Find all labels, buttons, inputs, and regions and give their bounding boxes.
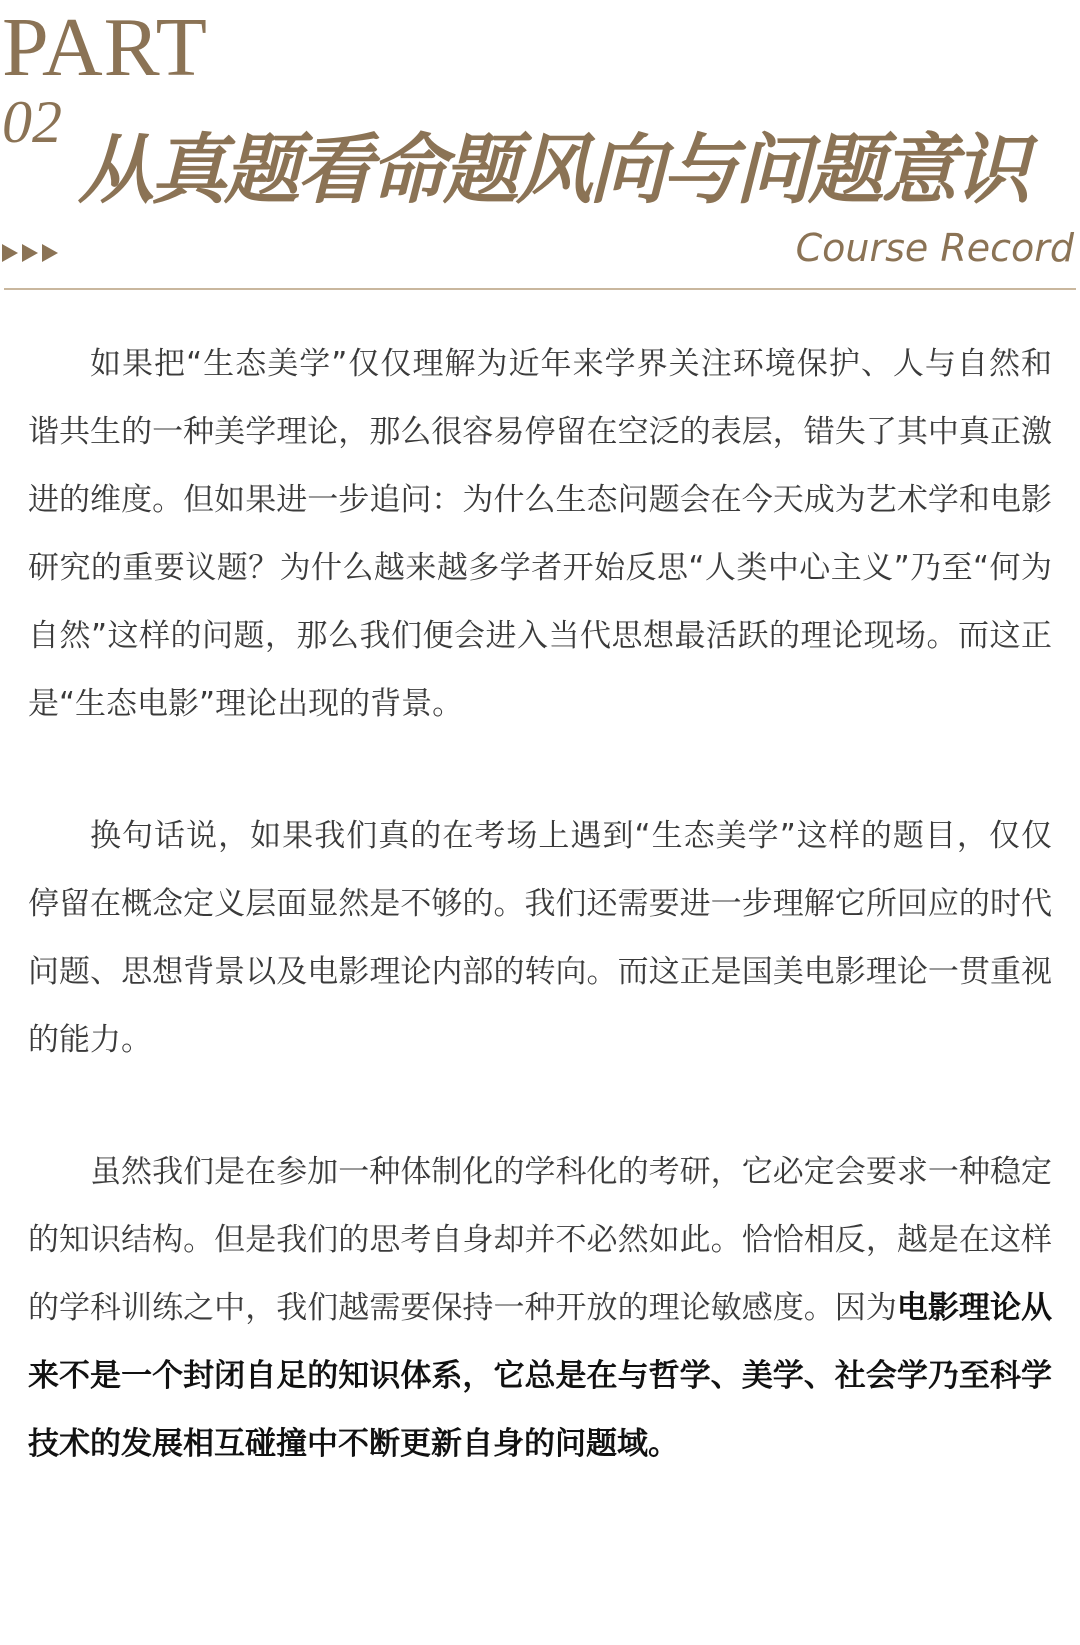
arrow-group — [2, 244, 58, 262]
triangle-right-icon — [2, 244, 18, 262]
header-divider — [4, 288, 1076, 290]
part-label: PART — [2, 1, 208, 94]
part-number: 02 — [2, 89, 62, 155]
section-header — [0, 0, 1080, 300]
section-subtitle: Course Record — [795, 226, 1074, 270]
paragraph-3 — [28, 1138, 1052, 1478]
section-title: 从真题看命题风向与问题意识 — [78, 125, 1027, 214]
article-body — [28, 330, 1052, 1542]
triangle-right-icon — [22, 244, 38, 262]
paragraph-1 — [28, 330, 1052, 738]
paragraph-1-text: 如果把“生态美学”仅仅理解为近年来学界关注环境保护、人与自然和谐共生的一种美学理论，那么很容易停留在空泛的表层，错失了其中真正激进的维度。但如果进一步追问：为什么生态问题会在今天成为艺术学和电影研究的重要议题？为什么越来越多学者开始反思“人类中心主义”乃至“何为自然”这样的问题，那么我们便会进入当代思想最活跃的理论现场。而这正是“生态电影”理论出现的背景。 — [28, 346, 1052, 722]
triangle-right-icon — [42, 244, 58, 262]
paragraph-2-text: 换句话说，如果我们真的在考场上遇到“生态美学”这样的题目，仅仅停留在概念定义层面显然是不够的。我们还需要进一步理解它所回应的时代问题、思想背景以及电影理论内部的转向。而这正是国美电影理论一贯重视的能力。 — [28, 818, 1052, 1058]
paragraph-3-text: 虽然我们是在参加一种体制化的学科化的考研，它必定会要求一种稳定的知识结构。但是我们的思考自身却并不必然如此。恰恰相反，越是在这样的学科训练之中，我们越需要保持一种开放的理论敏感度。因为 — [28, 1154, 1052, 1326]
paragraph-3-emphasis: 电影理论从来不是一个封闭自足的知识体系，它总是在与哲学、美学、社会学乃至科学技术的发展相互碰撞中不断更新自身的问题域。 — [28, 1290, 1052, 1462]
paragraph-2 — [28, 802, 1052, 1074]
